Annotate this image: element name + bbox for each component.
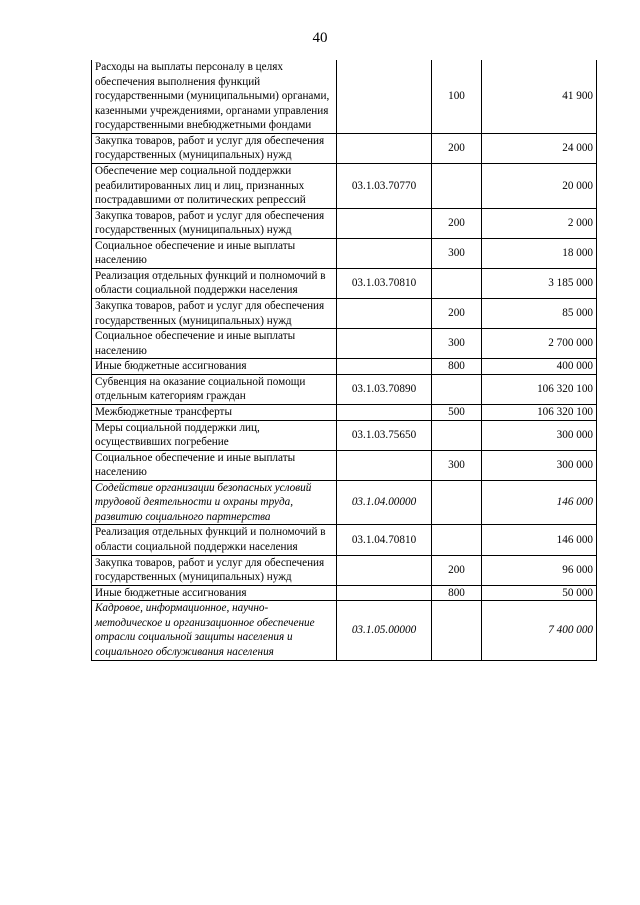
table-row <box>92 555 597 585</box>
table-row <box>92 480 597 525</box>
row-code-cell: 03.1.03.70890 <box>337 374 432 404</box>
row-amount-cell: 106 320 100 <box>482 374 597 404</box>
row-name-cell: Закупка товаров, работ и услуг для обеспечения государственных (муниципальных) нужд <box>92 208 337 238</box>
row-name-cell: Субвенция на оказание социальной помощи отдельным категориям граждан <box>92 374 337 404</box>
row-expense-type-cell <box>432 374 482 404</box>
row-expense-type-cell: 200 <box>432 299 482 329</box>
row-name-cell: Кадровое, информационное, научно-методическое и организационное обеспечение отрасли социальной защиты населения и социального обслуживания населения <box>92 601 337 660</box>
row-code-cell <box>337 555 432 585</box>
row-expense-type-cell <box>432 480 482 525</box>
row-expense-type-cell <box>432 601 482 660</box>
row-expense-type-cell <box>432 268 482 298</box>
table-row <box>92 299 597 329</box>
row-expense-type-cell <box>432 163 482 208</box>
row-name-cell: Иные бюджетные ассигнования <box>92 359 337 375</box>
row-amount-cell: 300 000 <box>482 420 597 450</box>
row-expense-type-cell: 300 <box>432 238 482 268</box>
row-expense-type-cell: 200 <box>432 208 482 238</box>
row-code-cell <box>337 404 432 420</box>
table-row <box>92 525 597 555</box>
row-code-cell: 03.1.04.00000 <box>337 480 432 525</box>
table-row <box>92 133 597 163</box>
row-name-cell: Закупка товаров, работ и услуг для обеспечения государственных (муниципальных) нужд <box>92 133 337 163</box>
page-number: 40 <box>312 30 328 46</box>
row-code-cell <box>337 299 432 329</box>
row-expense-type-cell: 300 <box>432 329 482 359</box>
table-row <box>92 585 597 601</box>
row-amount-cell: 2 000 <box>482 208 597 238</box>
row-expense-type-cell: 200 <box>432 555 482 585</box>
table-row <box>92 359 597 375</box>
row-name-cell: Реализация отдельных функций и полномочий в области социальной поддержки населения <box>92 268 337 298</box>
row-expense-type-cell: 800 <box>432 585 482 601</box>
row-name-cell: Социальное обеспечение и иные выплаты населению <box>92 238 337 268</box>
row-expense-type-cell: 100 <box>432 60 482 133</box>
row-code-cell <box>337 585 432 601</box>
table-row <box>92 404 597 420</box>
table-row <box>92 374 597 404</box>
row-expense-type-cell <box>432 525 482 555</box>
row-name-cell: Закупка товаров, работ и услуг для обеспечения государственных (муниципальных) нужд <box>92 299 337 329</box>
row-amount-cell: 24 000 <box>482 133 597 163</box>
row-amount-cell: 7 400 000 <box>482 601 597 660</box>
row-expense-type-cell: 300 <box>432 450 482 480</box>
row-expense-type-cell: 800 <box>432 359 482 375</box>
row-amount-cell: 50 000 <box>482 585 597 601</box>
table-row <box>92 238 597 268</box>
table-row <box>92 601 597 660</box>
row-expense-type-cell: 500 <box>432 404 482 420</box>
row-name-cell: Межбюджетные трансферты <box>92 404 337 420</box>
table-row <box>92 420 597 450</box>
row-amount-cell: 96 000 <box>482 555 597 585</box>
row-amount-cell: 3 185 000 <box>482 268 597 298</box>
row-amount-cell: 146 000 <box>482 525 597 555</box>
row-name-cell: Социальное обеспечение и иные выплаты населению <box>92 450 337 480</box>
table-row <box>92 60 597 133</box>
row-name-cell: Содействие организации безопасных условий трудовой деятельности и охраны труда, развитию социального партнерства <box>92 480 337 525</box>
row-name-cell: Иные бюджетные ассигнования <box>92 585 337 601</box>
row-name-cell: Социальное обеспечение и иные выплаты населению <box>92 329 337 359</box>
budget-table <box>91 60 597 661</box>
row-name-cell: Меры социальной поддержки лиц, осуществивших погребение <box>92 420 337 450</box>
table-row <box>92 208 597 238</box>
row-amount-cell: 400 000 <box>482 359 597 375</box>
row-name-cell: Закупка товаров, работ и услуг для обеспечения государственных (муниципальных) нужд <box>92 555 337 585</box>
row-amount-cell: 2 700 000 <box>482 329 597 359</box>
budget-table-body <box>92 60 597 660</box>
row-expense-type-cell: 200 <box>432 133 482 163</box>
table-row <box>92 163 597 208</box>
row-amount-cell: 300 000 <box>482 450 597 480</box>
row-amount-cell: 85 000 <box>482 299 597 329</box>
row-name-cell: Обеспечение мер социальной поддержки реабилитированных лиц и лиц, признанных пострадавшими от политических репрессий <box>92 163 337 208</box>
row-code-cell <box>337 329 432 359</box>
row-code-cell <box>337 450 432 480</box>
row-code-cell: 03.1.03.70810 <box>337 268 432 298</box>
row-amount-cell: 41 900 <box>482 60 597 133</box>
table-row <box>92 450 597 480</box>
row-code-cell <box>337 238 432 268</box>
table-row <box>92 268 597 298</box>
row-code-cell: 03.1.03.70770 <box>337 163 432 208</box>
row-code-cell: 03.1.04.70810 <box>337 525 432 555</box>
row-code-cell <box>337 359 432 375</box>
row-amount-cell: 20 000 <box>482 163 597 208</box>
row-code-cell: 03.1.03.75650 <box>337 420 432 450</box>
row-name-cell: Реализация отдельных функций и полномочий в области социальной поддержки населения <box>92 525 337 555</box>
row-code-cell <box>337 60 432 133</box>
table-row <box>92 329 597 359</box>
row-code-cell: 03.1.05.00000 <box>337 601 432 660</box>
row-code-cell <box>337 208 432 238</box>
row-name-cell: Расходы на выплаты персоналу в целях обеспечения выполнения функций государственными (муниципальными) органами, казенными учреждениями, органами управления государственными внебюджетными фондами <box>92 60 337 133</box>
row-amount-cell: 106 320 100 <box>482 404 597 420</box>
row-amount-cell: 18 000 <box>482 238 597 268</box>
row-expense-type-cell <box>432 420 482 450</box>
row-amount-cell: 146 000 <box>482 480 597 525</box>
row-code-cell <box>337 133 432 163</box>
